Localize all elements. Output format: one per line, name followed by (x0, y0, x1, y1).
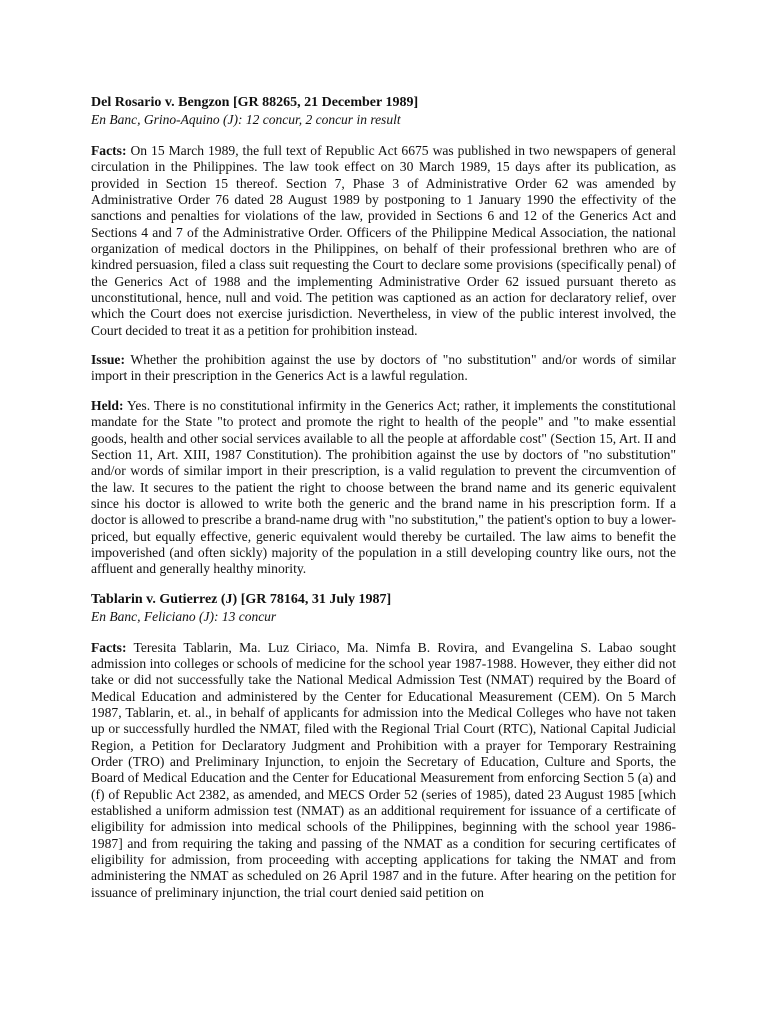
facts-paragraph (91, 640, 676, 902)
case-title: Tablarin v. Gutierrez (J) [GR 78164, 31 July 1987] (91, 591, 392, 607)
facts-paragraph (91, 143, 676, 339)
facts-text: On 15 March 1989, the full text of Republic Act 6675 was published in two newspapers of general circulation in the Philippines. The law took effect on 30 March 1989, 15 days after its publication, as provided in Section 15 thereof. Section 7, Phase 3 of Administrative Order 62 was amended by Administrative Order 76 dated 28 August 1989 by postponing to 1 January 1990 the effectivity of the sanctions and penalties for violations of the law, provided in Sections 6 and 12 of the Generics Act and Sections 4 and 7 of the Administrative Order. Officers of the Philippine Medical Association, the national organization of medical doctors in the Philippines, on behalf of their professional brethren who are of kindred persuasion, filed a class suit requesting the Court to declare some provisions (specifically penal) of the Generics Act of 1988 and the implementing Administrative Order 62 issued pursuant thereto as unconstitutional, hence, null and void. The petition was captioned as an action for declaratory relief, over which the Court does not exercise jurisdiction. Nevertheless, in view of the public interest involved, the Court decided to treat it as a petition for prohibition instead. (91, 143, 676, 338)
held-paragraph (91, 398, 676, 578)
issue-paragraph (91, 352, 676, 385)
held-label: Held: (91, 397, 124, 413)
issue-text: Whether the prohibition against the use by doctors of "no substitution" and/or words of similar import in their prescription in the Generics Act is a lawful regulation. (91, 352, 676, 384)
document-page (91, 94, 676, 901)
case-subtitle: En Banc, Grino-Aquino (J): 12 concur, 2 concur in result (91, 112, 401, 127)
facts-label: Facts: (91, 639, 127, 655)
issue-label: Issue: (91, 352, 125, 368)
facts-text: Teresita Tablarin, Ma. Luz Ciriaco, Ma. Nimfa B. Rovira, and Evangelina S. Labao sought admission into colleges or schools of medicine for the school year 1987-1988. However, they either did not take or did not successfully take the National Medical Admission Test (NMAT) required by the Board of Medical Education and administered by the Center for Educational Measurement (CEM). On 5 March 1987, Tablarin, et. al., in behalf of applicants for admission into the Medical Colleges who have not taken up or successfully hurdled the NMAT, filed with the Regional Trial Court (RTC), National Capital Judicial Region, a Petition for Declaratory Judgment and Prohibition with a prayer for Temporary Restraining Order (TRO) and Preliminary Injunction, to enjoin the Secretary of Education, Culture and Sports, the Board of Medical Education and the Center for Educational Measurement from enforcing Section 5 (a) and (f) of Republic Act 2382, as amended, and MECS Order 52 (series of 1985), dated 23 August 1985 [which established a uniform admission test (NMAT) as an additional requirement for issuance of a certificate of eligibility for admission into medical schools of the Philippines, beginning with the school year 1986-1987] and from requiring the taking and passing of the NMAT as a condition for securing certificates of eligibility for admission, from proceeding with accepting applications for taking the NMAT and from administering the NMAT as scheduled on 26 April 1987 and in the future. After hearing on the petition for issuance of preliminary injunction, the trial court denied said petition on (91, 639, 677, 900)
case-title: Del Rosario v. Bengzon [GR 88265, 21 December 1989] (91, 95, 419, 110)
case-subtitle: En Banc, Feliciano (J): 13 concur (91, 608, 277, 624)
facts-label: Facts: (91, 143, 127, 158)
held-text: Yes. There is no constitutional infirmity in the Generics Act; rather, it implements the constitutional mandate for the State "to protect and promote the right to health of the people" and "to make essential goods, health and other social services available to all the people at affordable cost" (Section 15, Art. II and Section 11, Art. XIII, 1987 Constitution). The prohibition against the use by doctors of "no substitution" and/or words of similar import in their prescription, is a valid regulation to prevent the circumvention of the law. It secures to the patient the right to choose between the brand name and its generic equivalent since his doctor is allowed to write both the generic and the brand name in his prescription form. If a doctor is allowed to prescribe a brand-name drug with "no substitution," the patient's option to buy a lower-priced, but equally effective, generic equivalent would thereby be curtailed. The law aims to benefit the impoverished (and often sickly) majority of the population in a still developing country like ours, not the affluent and generally healthy minority. (91, 397, 676, 577)
